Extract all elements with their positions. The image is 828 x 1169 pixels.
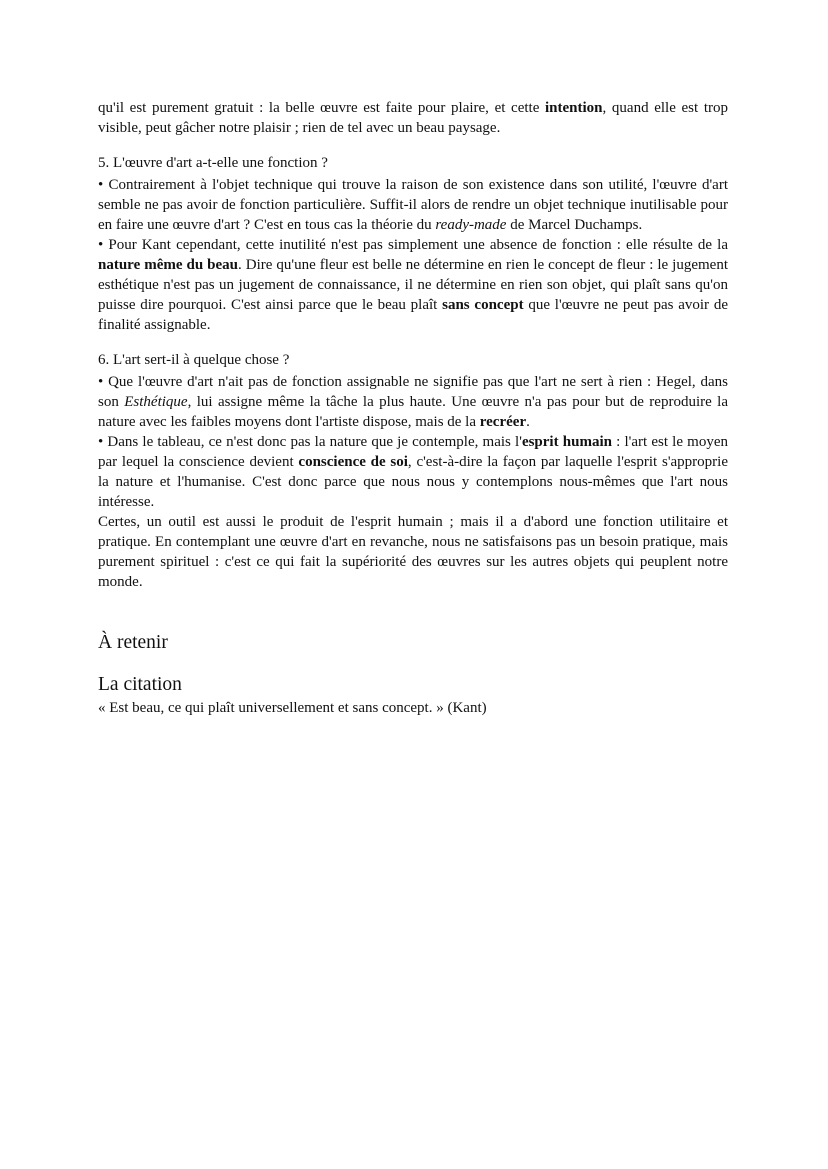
section-6-paragraph-1 xyxy=(98,372,728,432)
s6p2-bold-esprit-humain: esprit humain xyxy=(521,434,612,450)
kant-quote: « Est beau, ce qui plaît universellement et sans concept. » (Kant) xyxy=(98,700,487,716)
intro-text-2: , quand elle est trop visible, peut gâcher notre plaisir ; rien de tel avec un beau paysage. xyxy=(98,100,728,136)
s5p1-text-2: de Marcel Duchamps. xyxy=(506,217,643,233)
s6p2-text-2: : l'art est le moyen par lequel la conscience devient xyxy=(98,434,729,470)
intro-paragraph xyxy=(98,98,728,138)
s5p2-text-2: . Dire qu'une fleur est belle ne détermine en rien le concept de fleur : le jugement esthétique n'est pas un jugement de connaissance, il ne détermine en rien son objet, qui plaît sans qu'on puisse dire pourquoi. C'est ainsi parce que le beau plaît xyxy=(98,257,729,313)
s6p2-text-1: • Dans le tableau, ce n'est donc pas la nature que je contemple, mais l' xyxy=(98,434,522,450)
section-6-heading: 6. L'art sert-il à quelque chose ? xyxy=(98,352,290,368)
section-5-heading: 5. L'œuvre d'art a-t-elle une fonction ? xyxy=(98,155,328,171)
intro-text-1: qu'il est purement gratuit : la belle œuvre est faite pour plaire, et cette xyxy=(98,100,546,116)
s5p2-text-1: • Pour Kant cependant, cette inutilité n'est pas simplement une absence de fonction : elle résulte de la xyxy=(98,237,728,253)
s5p2-text-3: que l'œuvre ne peut pas avoir de finalité assignable. xyxy=(98,297,728,333)
s6p1-bold-recreer: recréer xyxy=(479,414,527,430)
s6p1-italic-esthetique: Esthétique xyxy=(124,394,188,410)
section-5-paragraph-2 xyxy=(98,235,728,335)
s6p1-text-2: , lui assigne même la tâche la plus haute. Une œuvre n'a pas pour but de reproduire la nature avec les faibles moyens dont l'artiste dispose, mais de la xyxy=(98,394,728,430)
s6p2-text-3: , c'est-à-dire la façon par laquelle l'esprit s'approprie la nature et l'humanise. C'est donc parce que nous nous y contemplons nous-mêmes que l'art nous intéresse. xyxy=(98,454,728,510)
s5p1-text-1: • Contrairement à l'objet technique qui trouve la raison de son existence dans son utilité, l'œuvre d'art semble ne pas avoir de fonction particulière. Suffit-il alors de rendre un objet technique inutilisable pour en faire une œuvre d'art ? C'est en tous cas la théorie du xyxy=(98,177,728,233)
section-6 xyxy=(98,350,728,592)
section-6-paragraph-2 xyxy=(98,432,728,512)
section-5 xyxy=(98,153,728,335)
citation-heading: La citation xyxy=(98,674,182,695)
section-5-paragraph-1 xyxy=(98,175,728,235)
s5p2-bold-nature: nature même du beau xyxy=(98,257,239,273)
s5p1-italic-ready-made: ready-made xyxy=(435,217,507,233)
retenir-heading: À retenir xyxy=(98,632,168,653)
s6p1-text-3: . xyxy=(526,414,530,430)
s5p2-bold-sans-concept: sans concept xyxy=(442,297,524,313)
s6p2-bold-conscience-de-soi: conscience de soi xyxy=(298,454,408,470)
intro-bold-intention: intention xyxy=(545,100,603,116)
s6p1-text-1: • Que l'œuvre d'art n'ait pas de fonction assignable ne signifie pas que l'art ne sert à rien : Hegel, dans son xyxy=(98,374,728,410)
section-6-paragraph-3: Certes, un outil est aussi le produit de l'esprit humain ; mais il a d'abord une fonction utilitaire et pratique. En contemplant une œuvre d'art en revanche, nous ne satisfaisons pas un besoin pratique, mais purement spirituel : c'est ce qui fait la supériorité des œuvres sur les autres objets qui peuplent notre monde. xyxy=(98,514,728,590)
document-page xyxy=(98,98,728,718)
